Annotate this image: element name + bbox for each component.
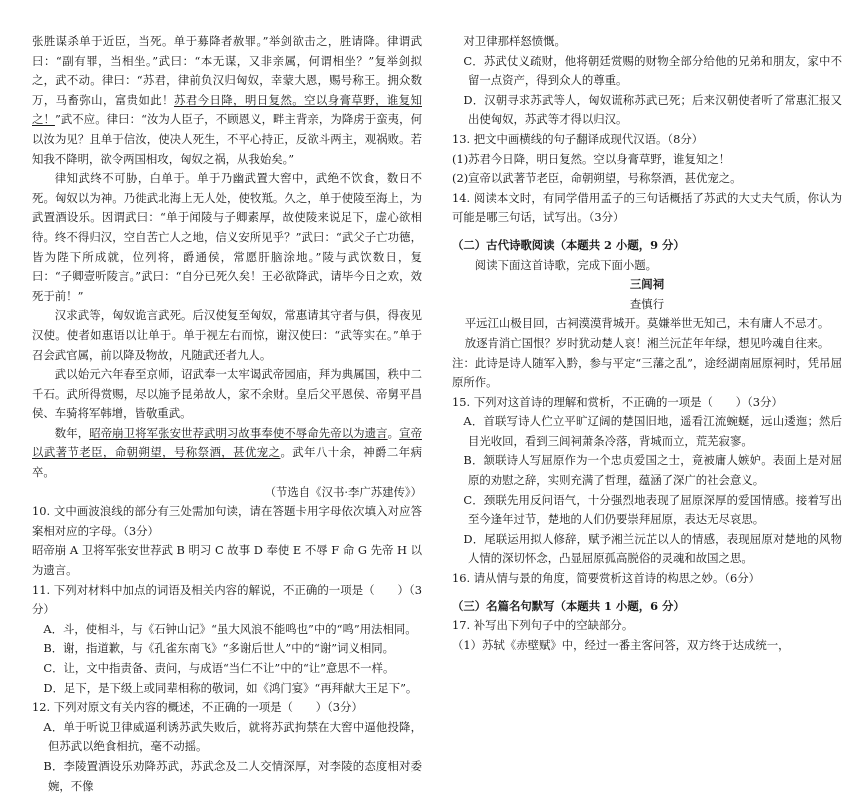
question-12-option-c: C．苏武仗义疏财，他将朝廷赏赐的财物全部分给他的兄弟和朋友，家中不留一点资产，得到众人的尊重。: [463, 53, 842, 88]
question-12-option-b: B．李陵置酒设乐劝降苏武，苏武念及二人交情深厚，对李陵的态度相对委婉，不像: [43, 758, 422, 793]
underlined-sentence-1: 苏君今日降，明日复然。空以身膏草野，谁复知之！: [32, 92, 422, 127]
question-15-option-a: A．首联写诗人伫立平旷辽阔的楚国旧地，遥看江流蜿蜒，远山逶迤；然后目光收回，看到三闾祠萧条冷落，背城而立，荒芜寂寥。: [463, 414, 842, 448]
passage-paragraph-4: 武以始元六年春至京师，诏武奉一太牢谒武帝园庙，拜为典属国，秩中二千石。武所得赏赐，尽以施予昆弟故人，家不余财。皇后父平恩侯、帝舅平昌侯、车骑将军韩增，皆敬重武。: [32, 367, 422, 421]
question-17: 17. 补写出下列句子中的空缺部分。: [452, 618, 634, 633]
wavy-underlined-passage: 昭帝崩卫将军张安世荐武明习故事奉使不辱命先帝以为遗言: [89, 425, 388, 440]
section-heading-recitation: （三）名篇名句默写（本题共 1 小题，6 分）: [452, 598, 685, 613]
question-13: 13. 把文中画横线的句子翻译成现代汉语。（8分）: [452, 131, 704, 146]
question-12: 12. 下列对原文有关内容的概述，不正确的一项是（ ）（3分）: [32, 700, 363, 715]
question-12-option-d: D．汉朝寻求苏武等人，匈奴谎称苏武已死；后来汉朝使者听了常惠汇报又出使匈奴，苏武等才得以归汉。: [463, 92, 842, 127]
section-heading-poetry: （二）古代诗歌阅读（本题共 2 小题，9 分）: [452, 237, 685, 252]
question-11-option-a: A．斗，使相斗，与《石钟山记》“虽大风浪不能鸣也”中的“鸣”用法相同。: [43, 621, 417, 636]
left-column: [32, 32, 422, 796]
poem-line-1: 平远江山极目回，古祠漠漠背城开。莫嫌举世无知己，未有庸人不忌才。: [464, 316, 830, 331]
question-11-option-c: C．让，文中指责备、责问，与成语“当仁不让”中的“让”意思不一样。: [43, 661, 395, 675]
question-13-item-1: (1)苏君今日降，明日复然。空以身膏草野，谁复知之！: [452, 151, 731, 166]
question-14: 14. 阅读本文时，有同学借用孟子的三句话概括了苏武的大丈夫气质，你认为可能是哪三句话，试写出。（3分）: [452, 190, 842, 225]
question-15: 15. 下列对这首诗的理解和赏析，不正确的一项是（ ）（3分）: [452, 394, 783, 409]
question-15-option-b: B．颔联诗人写屈原作为一个忠贞爱国之士，竟被庸人嫉妒。表面上是对屈原的劝慰之辞，实则充满了哲理，蕴涵了深广的社会意义。: [463, 453, 842, 488]
question-10-options: 昭帝崩 A 卫将军张安世荐武 B 明习 C 故事 D 奉使 E 不辱 F 命 G 先帝 H 以为遗言。: [32, 543, 422, 578]
question-11-option-d: D．足下，是下级上或同辈相称的敬词，如《鸿门宴》“再拜献大王足下”。: [43, 680, 418, 695]
poem-line-2: 放逐肯消亡国恨？岁时犹动楚人哀！湘兰沅芷年年绿，想见吟魂自往来。: [464, 335, 830, 350]
right-column: [452, 32, 842, 655]
passage-paragraph-2: 律知武终不可胁，白单于。单于乃幽武置大窖中，武绝不饮食，数日不死。匈奴以为神。乃徙武北海上无人处，使牧羝。久之，单于使陵至海上，为武置酒设乐。因谓武曰：“单于闻陵与子卿素厚，故使陵来说足下，虚心欲相待。终不得归汉，空自苦亡人之地，信义安所见乎？”武曰：“武父子亡功德，皆为陛下所成就，位列将，爵通侯，常愿肝脑涂地。”陵与武饮数日，复曰：“子卿壹听陵言。”武曰：“自分已死久矣！王必欲降武，请毕今日之欢，效死于前！”: [32, 171, 422, 303]
passage-source: （节选自《汉书·李广苏建传》）: [264, 484, 422, 499]
poetry-instructions: 阅读下面这首诗歌，完成下面小题。: [474, 257, 658, 272]
question-11: 11. 下列对材料中加点的词语及相关内容的解说，不正确的一项是（ ）（3分）: [32, 582, 422, 617]
question-12-option-b-continued: 对卫律那样怒愤慨。: [463, 34, 566, 48]
question-16: 16. 请从情与景的角度，简要赏析这首诗的构思之妙。（6分）: [452, 571, 761, 586]
question-17-item-1: （1）苏轼《赤壁赋》中，经过一番主客问答，双方终于达成统一，: [452, 637, 790, 652]
question-15-option-d: D．尾联运用拟人修辞，赋予湘兰沅芷以人的情感，表现屈原对楚地的风物人情的深切怀念，凸显屈原孤高脱俗的灵魂和故国之思。: [463, 531, 842, 566]
poem-author: 查慎行: [629, 296, 665, 311]
question-10: 10. 文中画波浪线的部分有三处需加句读，请在答题卡用字母依次填入对应答案相对应的字母。（3分）: [32, 504, 422, 538]
passage-paragraph-5: 数年，昭帝崩卫将军张安世荐武明习故事奉使不辱命先帝以为遗言。宣帝以武著节老臣，命朝朔望，号称祭酒，甚优宠之。武年八十余，神爵二年病卒。: [32, 425, 422, 480]
question-11-option-b: B．谢，指道歉，与《孔雀东南飞》“多谢后世人”中的“谢”词义相同。: [43, 641, 395, 656]
passage-paragraph-1: 张胜谋杀单于近臣，当死。单于募降者赦罪。”举剑欲击之，胜请降。律谓武曰：“副有罪，当相坐。”武曰：“本无谋，又非亲属，何谓相坐？”复举剑拟之，武不动。律曰：“苏君，律前负汉归匈奴，幸蒙大恩，赐号称王。拥众数万，马畜弥山，富贵如此！苏君今日降，明日复然。空以身膏草野，谁复知之！”武不应。律曰：“汝为人臣子，不顾恩义，畔主背亲，为降虏于蛮夷，何以汝为见？且单于信汝，使决人死生，不平心持正，反欲斗两主，观祸败。若知我不降明，欲令两国相攻，匈奴之祸，从我始矣。”: [32, 34, 422, 166]
question-12-option-a: A．单于听说卫律威逼利诱苏武失败后，就将苏武拘禁在大窖中逼他投降，但苏武以绝食相抗，毫不动摇。: [43, 719, 422, 754]
question-15-option-c: C．颈联先用反问语气，十分强烈地表现了屈原深厚的爱国情感。接着写出至今逢年过节，楚地的人们仍要崇拜屈原，表达无尽哀思。: [463, 492, 842, 527]
passage-paragraph-3: 汉求武等，匈奴诡言武死。后汉使复至匈奴，常惠请其守者与俱，得夜见汉使。使者如惠语以让单于。单于视左右而惊，谢汉使曰：“武等实在。”单于召会武官属，前以降及物故，凡随武还者九人。: [32, 308, 422, 362]
question-13-item-2: (2)宣帝以武著节老臣，命朝朔望，号称祭酒，甚优宠之。: [452, 171, 742, 186]
underlined-sentence-2: 宣帝以武著节老臣，命朝朔望，号称祭酒，甚优宠之: [32, 425, 422, 460]
poem-title: 三闾祠: [629, 277, 665, 292]
poem-note: 注：此诗是诗人随军入黔，参与平定“三藩之乱”，途经湖南屈原祠时，凭吊屈原所作。: [452, 355, 842, 390]
